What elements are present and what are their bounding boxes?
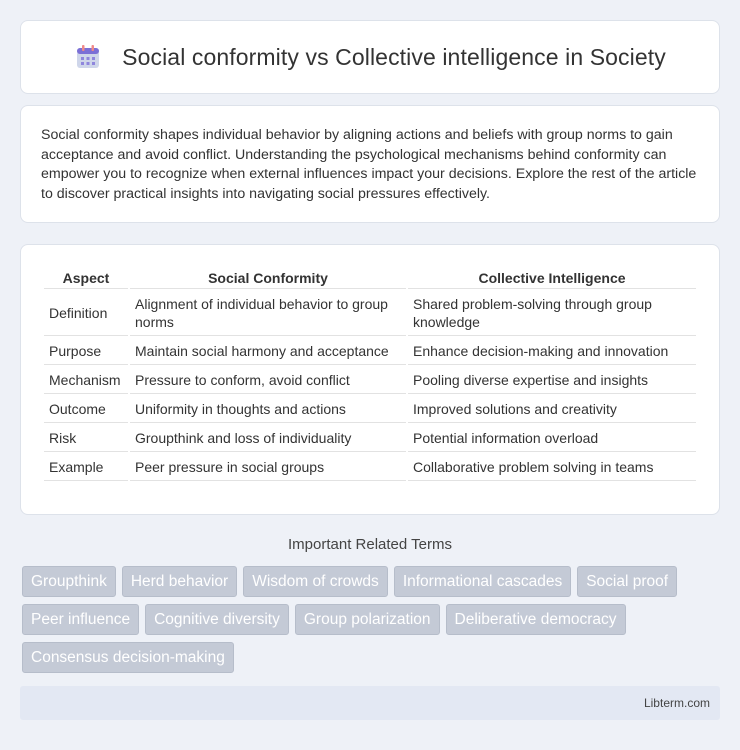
related-terms-title: Important Related Terms — [288, 536, 452, 553]
row-social-conformity: Groupthink and loss of individuality — [130, 425, 406, 452]
table-row — [44, 454, 696, 481]
comparison-table-card — [20, 244, 720, 515]
header-collective-intelligence: Collective Intelligence — [408, 267, 696, 289]
row-aspect: Outcome — [44, 396, 128, 423]
table-header-row — [44, 267, 696, 289]
row-aspect: Example — [44, 454, 128, 481]
related-term-tag[interactable]: Peer influence — [22, 604, 139, 635]
related-term-tag[interactable]: Cognitive diversity — [145, 604, 289, 635]
row-collective-intelligence: Improved solutions and creativity — [408, 396, 696, 423]
header-aspect: Aspect — [44, 267, 128, 289]
row-aspect: Purpose — [44, 338, 128, 365]
related-terms-list — [22, 566, 722, 680]
related-term-tag[interactable]: Herd behavior — [122, 566, 237, 597]
related-term-tag[interactable]: Wisdom of crowds — [243, 566, 388, 597]
row-social-conformity: Maintain social harmony and acceptance — [130, 338, 406, 365]
calendar-icon — [74, 43, 102, 71]
row-social-conformity: Peer pressure in social groups — [130, 454, 406, 481]
row-collective-intelligence: Pooling diverse expertise and insights — [408, 367, 696, 394]
related-term-tag[interactable]: Groupthink — [22, 566, 116, 597]
row-aspect: Risk — [44, 425, 128, 452]
related-term-tag[interactable]: Group polarization — [295, 604, 440, 635]
row-collective-intelligence: Potential information overload — [408, 425, 696, 452]
intro-card — [20, 105, 720, 223]
row-social-conformity: Uniformity in thoughts and actions — [130, 396, 406, 423]
table-row — [44, 425, 696, 452]
table-row — [44, 338, 696, 365]
intro-text: Social conformity shapes individual behavior by aligning actions and beliefs with group norms to gain acceptance and avoid conflict. Understanding the psychological mechanisms behind conformity can empower you to recognize when external influences impact your decisions. Explore the rest of the article to discover practical insights into navigating social pressures effectively. — [41, 127, 697, 202]
title-card — [20, 20, 720, 94]
footer-site-link[interactable]: Libterm.com — [643, 696, 710, 710]
row-collective-intelligence: Collaborative problem solving in teams — [408, 454, 696, 481]
comparison-table — [42, 265, 698, 483]
row-collective-intelligence: Shared problem-solving through group knowledge — [408, 291, 696, 336]
row-aspect: Mechanism — [44, 367, 128, 394]
related-term-tag[interactable]: Social proof — [577, 566, 677, 597]
page-title: Social conformity vs Collective intelligence in Society — [122, 43, 666, 70]
header-social-conformity: Social Conformity — [130, 267, 406, 289]
row-social-conformity: Pressure to conform, avoid conflict — [130, 367, 406, 394]
table-row — [44, 396, 696, 423]
row-collective-intelligence: Enhance decision-making and innovation — [408, 338, 696, 365]
row-social-conformity: Alignment of individual behavior to group norms — [130, 291, 406, 336]
related-term-tag[interactable]: Informational cascades — [394, 566, 571, 597]
table-row — [44, 291, 696, 336]
related-term-tag[interactable]: Deliberative democracy — [446, 604, 626, 635]
row-aspect: Definition — [44, 291, 128, 336]
footer — [20, 686, 720, 720]
related-term-tag[interactable]: Consensus decision-making — [22, 642, 234, 673]
table-row — [44, 367, 696, 394]
